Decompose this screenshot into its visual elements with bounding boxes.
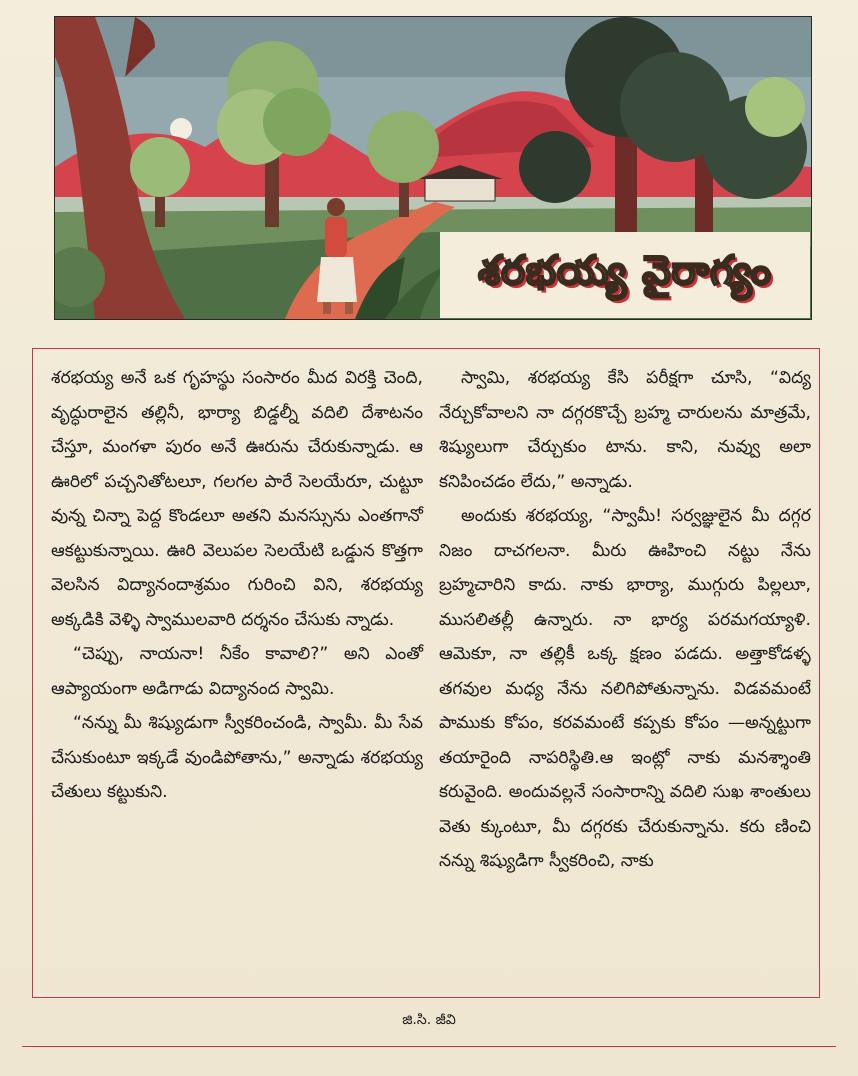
paragraph: శరభయ్య అనే ఒక గృహస్థు సంసారం మీద విరక్తి చెంది, వృద్ధురాలైన తల్లినీ, భార్యా బిడ్డల్నీ వదిలి దేశాటనం చేస్తూ, మంగళా పురం అనే ఊరును చేరుకున్నాడు. ఆ ఊరిలో పచ్చనితోటలూ, గలగల పారే సెలయేరూ, చుట్టూ వున్న చిన్నా పెద్ద కొండలూ అతని మనస్సును ఎంతగానో ఆకట్టుకున్నాయి. ఊరి వెలుపల సెలయేటి ఒడ్డున కొత్తగా వెలసిన విద్యానందాశ్రమం గురించి విని, శరభయ్య అక్కడికి వెళ్ళి స్వాములవారి దర్శనం చేసుకు న్నాడు. bbox=[51, 368, 423, 630]
paragraph: అందుకు శరభయ్య, “స్వామీ! సర్వజ్ఞులైన మీ దగ్గర నిజం దాచగలనా. మీరు ఊహించి నట్టు నేను బ్రహ్మచారిని కాదు. నాకు భార్యా, ముగ్గురు పిల్లలూ, ముసలితల్లీ ఉన్నారు. నా భార్య పరమగయ్యాళి. ఆమెకూ, నా తల్లికీ ఒక్క క్షణం పడదు. అత్తాకోడళ్ళ తగవుల మధ్య నేను నలిగిపోతున్నాను. విడవమంటే పాముకు కోపం, కరవమంటే కప్పకు కోపం —అన్నట్టుగా తయారైంది నాపరిస్థితి.ఆ ఇంట్లో నాకు మనశ్శాంతి కరువైంది. అందువల్లనే సంసారాన్ని వదిలి సుఖ శాంతులు వెతు క్కుంటూ, మీ దగ్గరకు చేరుకున్నాను. కరు ణించి నన్ను శిష్యుడిగా స్వీకరించి, నాకు bbox=[439, 506, 811, 871]
left-column bbox=[51, 361, 423, 810]
paragraph: స్వామి, శరభయ్య కేసి పరీక్షగా చూసి, “విద్య నేర్చుకోవాలని నా దగ్గరకొచ్చే బ్రహ్మ చారులను మాత్రమే, శిష్యులుగా చేర్చుకుం టాను. కాని, నువ్వు అలా కనిపించడం లేదు,” అన్నాడు. bbox=[439, 368, 811, 492]
illustrator-credit: జి.సి. జీవి bbox=[402, 1012, 456, 1028]
right-column bbox=[439, 361, 811, 879]
story-title: శరభయ్య వైరాగ్యం bbox=[478, 246, 772, 294]
bottom-rule bbox=[22, 1046, 836, 1047]
paragraph: “చెప్పు, నాయనా! నీకేం కావాలి?” అని ఎంతో ఆప్యాయంగా అడిగాడు విద్యానంద స్వామి. bbox=[51, 644, 423, 699]
text-frame bbox=[32, 348, 820, 998]
title-banner bbox=[440, 232, 810, 318]
paragraph: “నన్ను మీ శిష్యుడుగా స్వీకరించండి, స్వామీ. మీ సేవ చేసుకుంటూ ఇక్కడే వుండిపోతాను,” అన్నాడు శరభయ్య చేతులు కట్టుకుని. bbox=[51, 713, 423, 802]
